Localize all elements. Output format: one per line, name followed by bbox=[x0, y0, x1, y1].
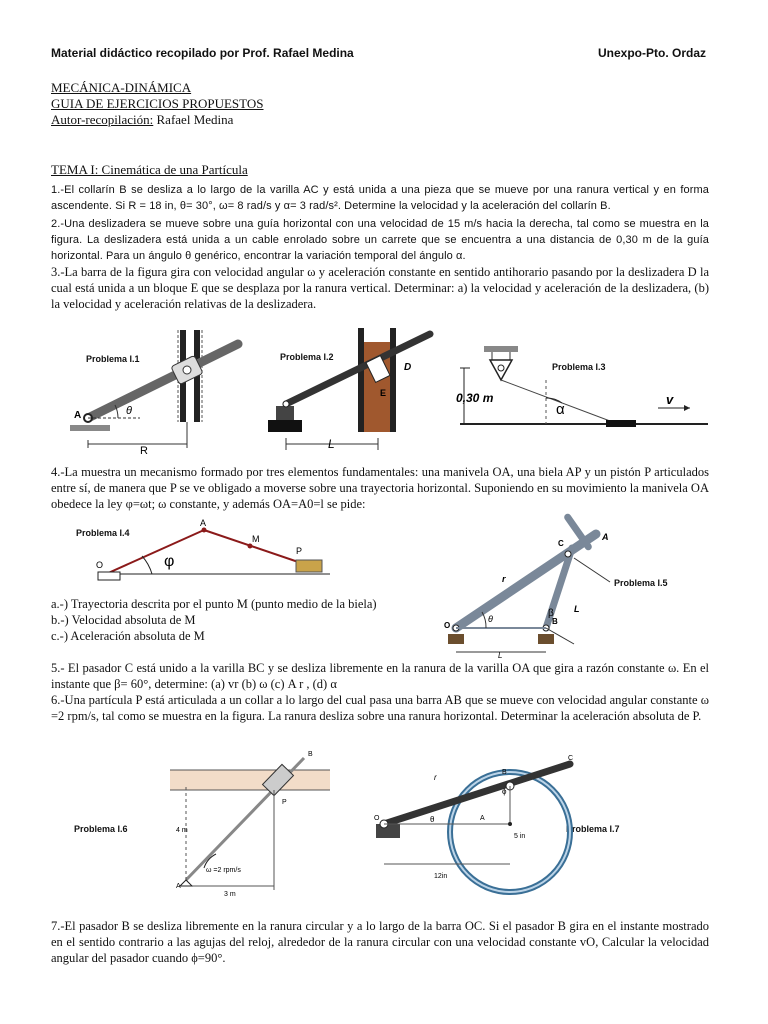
figure-5-drawing bbox=[440, 524, 714, 658]
figure-2-L: L bbox=[328, 437, 335, 451]
header-left: Material didáctico recopilado por Prof. Rafael Medina bbox=[51, 46, 354, 60]
figure-7-C: C bbox=[568, 755, 574, 762]
figure-5-L-bottom: L bbox=[498, 651, 503, 660]
figure-6-A: A bbox=[176, 883, 181, 890]
figure-2-E: E bbox=[380, 388, 387, 398]
problem-1-text: 1.-El collarín B se desliza a lo largo de la varilla AC y está unida a una pieza que se mueve por una ranura vertical y en forma ascendente. Si R = 18 in, θ= 30°, ω= 8 rad/s y α= 3 rad/s². Determine la velocidad y la aceleración del collarín B. bbox=[51, 184, 709, 212]
figure-3-v: v bbox=[666, 392, 674, 407]
figure-4-label: Problema I.4 bbox=[76, 528, 130, 538]
figure-6-h: 4 m bbox=[176, 827, 188, 834]
problem-4a: a.-) Trayectoria descrita por el punto M (punto medio de la biela) bbox=[51, 597, 377, 611]
figure-1-R: R bbox=[140, 445, 148, 457]
figure-6-label: Problema I.6 bbox=[74, 824, 128, 834]
figure-3-alpha: α bbox=[556, 401, 565, 418]
figure-problem-4 bbox=[66, 516, 336, 586]
figure-7-drawing bbox=[370, 754, 714, 900]
figure-5-O: O bbox=[444, 621, 451, 630]
figure-problem-3 bbox=[452, 340, 714, 432]
problem-7-text: 7.-El pasador B se desliza libremente en la ranura circular y a lo largo de la barra OC. Si el pasador B gira en el instante mostrado en el sentido contrario a las agujas del reloj, alrededor de la ranura circular con una velocidad constante vO, Calcular la velocidad angular del pasador cuando ϕ=90°. bbox=[51, 919, 709, 965]
figure-7-d: 12in bbox=[434, 873, 448, 880]
author-label: Autor-recopilación: bbox=[51, 112, 154, 127]
figure-3-drawing bbox=[452, 340, 714, 432]
figure-1-A: A bbox=[74, 410, 82, 421]
figure-7-O: O bbox=[374, 815, 380, 822]
problem-5-text: 5.- El pasador C está unido a la varilla BC y se desliza libremente en la ranura de la varilla OA que gira a razón constante ω. En el instante que β= 60°, determine: (a) vr (b) ω (c) A r , (d) α bbox=[51, 661, 709, 691]
figure-problem-6 bbox=[74, 748, 340, 900]
problem-4-text: 4.-La muestra un mecanismo formado por tres elementos fundamentales: una manivela OA, una biela AP y un pistón P articulados entre sí, de manera que P se ve obligado a moverse sobre una trayectoria horizontal. Suponiendo en su movimiento la manivela OA obedece la ley φ=ωt; ω constante, y además OA=A0=l se pide: bbox=[51, 465, 709, 511]
figure-7-B: B bbox=[502, 769, 507, 776]
figure-7-phi: ϕ bbox=[502, 787, 507, 796]
figure-problem-5 bbox=[440, 524, 714, 658]
figure-6-omega: ω =2 rpm/s bbox=[206, 867, 241, 874]
figure-7-R: 5 in bbox=[514, 833, 526, 840]
figure-5-r: r bbox=[502, 574, 506, 584]
figure-3-label: Problema I.3 bbox=[552, 362, 606, 372]
figure-7-r: r bbox=[434, 773, 437, 782]
figure-4-drawing bbox=[66, 516, 336, 586]
figure-problem-7 bbox=[370, 754, 714, 900]
course-title: MECÁNICA-DINÁMICA bbox=[51, 80, 192, 95]
figure-1-drawing bbox=[60, 322, 240, 462]
figure-4-M: M bbox=[252, 534, 260, 544]
figure-7-A: A bbox=[480, 815, 485, 822]
figure-problem-1 bbox=[60, 322, 240, 462]
problem-2-text: 2.-Una deslizadera se mueve sobre una guía horizontal con una velocidad de 15 m/s hacia la derecha, tal como se muestra en la figura. La deslizadera está unida a un cable enrolado sobre un carrete que se encuentra a una distancia de 0,30 m de la guía horizontal. Para un ángulo θ genérico, encontrar la variación temporal del ángulo α. bbox=[51, 218, 709, 262]
topic-heading: TEMA I: Cinemática de una Partícula bbox=[51, 162, 248, 177]
figure-2-D: D bbox=[404, 362, 412, 373]
figure-5-B: B bbox=[552, 617, 558, 626]
figure-7-label: Problema I.7 bbox=[566, 824, 620, 834]
figure-6-drawing bbox=[74, 748, 340, 900]
figure-1-label: Problema I.1 bbox=[86, 354, 140, 364]
problem-3-text: 3.-La barra de la figura gira con velocidad angular ω y aceleración constante en sentido antihorario pasando por la deslizadera D la cual está unida a un bloque E que se desplaza por la ranura vertical. Determinar: a) la velocidad y aceleración de la deslizadera, (b) la velocidad y aceleración relativas de la deslizadera. bbox=[51, 265, 709, 311]
figure-4-O: O bbox=[96, 560, 104, 570]
figure-4-A: A bbox=[200, 518, 207, 528]
figure-6-P: P bbox=[282, 799, 287, 806]
figure-5-L-side: L bbox=[574, 604, 580, 614]
figure-4-P: P bbox=[296, 546, 303, 556]
figure-5-beta: β bbox=[548, 608, 554, 619]
figure-2-drawing bbox=[262, 322, 434, 460]
figure-5-C: C bbox=[558, 539, 564, 548]
figure-5-A: A bbox=[602, 532, 609, 542]
author-name: Rafael Medina bbox=[153, 112, 234, 127]
header-right: Unexpo-Pto. Ordaz bbox=[598, 46, 707, 60]
figure-4-phi: φ bbox=[164, 553, 175, 570]
figure-7-theta: θ bbox=[430, 815, 435, 824]
figure-5-theta: θ bbox=[488, 614, 493, 624]
figure-3-distance: 0,30 m bbox=[456, 391, 494, 405]
problem-6-text: 6.-Una partícula P está articulada a un collar a lo largo del cual pasa una barra AB que se mueve con velocidad angular constante ω =2 rpm/s, tal como se muestra en la figura. La ranura desliza sobre una ranura horizontal. Determinar la aceleración absoluta de P. bbox=[51, 693, 709, 723]
figure-6-w: 3 m bbox=[224, 891, 236, 898]
author-line bbox=[51, 112, 233, 128]
problem-4b: b.-) Velocidad absoluta de M bbox=[51, 613, 196, 627]
problem-4c: c.-) Aceleración absoluta de M bbox=[51, 629, 205, 643]
figure-6-B: B bbox=[308, 751, 313, 758]
figure-2-label: Problema I.2 bbox=[280, 352, 334, 362]
figure-problem-2 bbox=[262, 322, 434, 460]
guide-title: GUIA DE EJERCICIOS PROPUESTOS bbox=[51, 96, 264, 111]
figure-5-label: Problema I.5 bbox=[614, 578, 668, 588]
figure-1-theta: θ bbox=[126, 405, 132, 417]
